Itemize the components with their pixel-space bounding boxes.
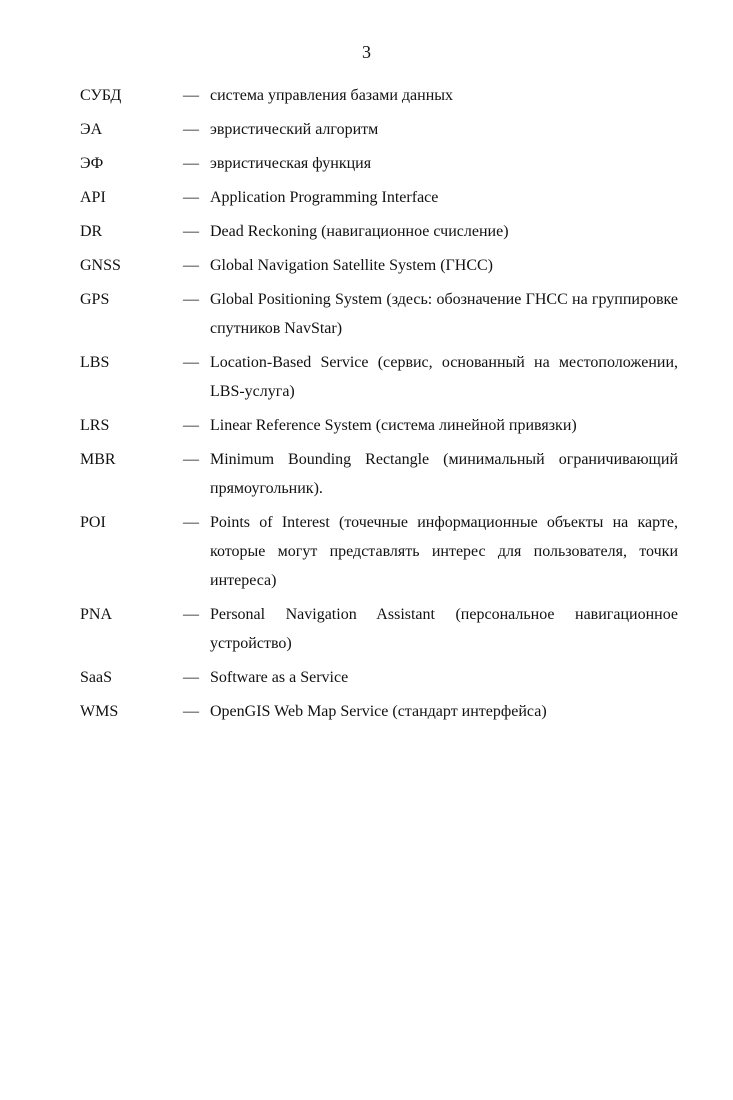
abbreviation-row-subd (80, 81, 678, 110)
abbreviation-definition: Application Programming Interface (210, 189, 439, 206)
abbreviation-term: WMS (80, 703, 119, 720)
abbreviation-term: LRS (80, 417, 110, 434)
abbreviation-term: GPS (80, 291, 110, 308)
abbreviation-row-pna (80, 600, 678, 658)
abbreviation-dash: — (183, 703, 199, 720)
abbreviation-definition: Points of Interest (точечные информационные объекты на карте, которые могут представлять интерес для пользователя, точки интереса) (210, 514, 678, 589)
abbreviation-dash: — (183, 669, 199, 686)
abbreviation-row-mbr (80, 445, 678, 503)
abbreviation-row-lrs (80, 411, 678, 440)
abbreviation-dash: — (183, 155, 199, 172)
abbreviation-definition: Personal Navigation Assistant (персональное навигационное устройство) (210, 606, 678, 652)
abbreviation-dash: — (183, 417, 199, 434)
abbreviation-row-gps (80, 285, 678, 343)
abbreviation-definition: система управления базами данных (210, 87, 454, 104)
abbreviation-row-dr (80, 217, 678, 246)
abbreviation-definition: Software as a Service (210, 669, 349, 686)
abbreviation-term: PNA (80, 606, 113, 623)
abbreviation-definition: OpenGIS Web Map Service (стандарт интерфейса) (210, 703, 547, 720)
abbreviation-term: POI (80, 514, 106, 531)
abbreviation-dash: — (183, 189, 199, 206)
abbreviation-term: ЭФ (80, 155, 104, 172)
abbreviation-term: ЭА (80, 121, 103, 138)
abbreviation-dash: — (183, 451, 199, 468)
abbreviation-term: API (80, 189, 106, 206)
abbreviation-dash: — (183, 223, 199, 240)
abbreviation-definition: Global Positioning System (здесь: обозначение ГНСС на группировке спутников NavStar) (210, 291, 678, 337)
abbreviation-definition: Dead Reckoning (навигационное счисление) (210, 223, 509, 240)
abbreviation-row-ea (80, 115, 678, 144)
abbreviation-row-api (80, 183, 678, 212)
abbreviation-dash: — (183, 606, 199, 623)
abbreviation-row-ef (80, 149, 678, 178)
abbreviation-row-poi (80, 508, 678, 595)
abbreviation-dash: — (183, 514, 199, 531)
page-number: 3 (362, 42, 371, 62)
abbreviation-row-wms (80, 697, 678, 726)
abbreviation-definition: Location-Based Service (сервис, основанный на местоположении, LBS-услуга) (210, 354, 678, 400)
abbreviation-list (80, 81, 678, 731)
abbreviation-definition: Global Navigation Satellite System (ГНСС) (210, 257, 493, 274)
abbreviation-dash: — (183, 121, 199, 138)
abbreviation-term: GNSS (80, 257, 121, 274)
abbreviation-row-lbs (80, 348, 678, 406)
abbreviation-definition: Linear Reference System (система линейной привязки) (210, 417, 577, 434)
abbreviation-term: DR (80, 223, 103, 240)
abbreviation-dash: — (183, 291, 199, 308)
abbreviation-term: LBS (80, 354, 110, 371)
abbreviation-definition: эвристическая функция (210, 155, 372, 172)
abbreviation-dash: — (183, 257, 199, 274)
abbreviation-definition: эвристический алгоритм (210, 121, 379, 138)
abbreviation-term: СУБД (80, 87, 122, 104)
abbreviation-term: SaaS (80, 669, 112, 686)
abbreviation-dash: — (183, 87, 199, 104)
abbreviation-term: MBR (80, 451, 116, 468)
abbreviation-dash: — (183, 354, 199, 371)
abbreviation-row-gnss (80, 251, 678, 280)
abbreviation-row-saas (80, 663, 678, 692)
abbreviation-definition: Minimum Bounding Rectangle (минимальный ограничивающий прямоугольник). (210, 451, 678, 497)
